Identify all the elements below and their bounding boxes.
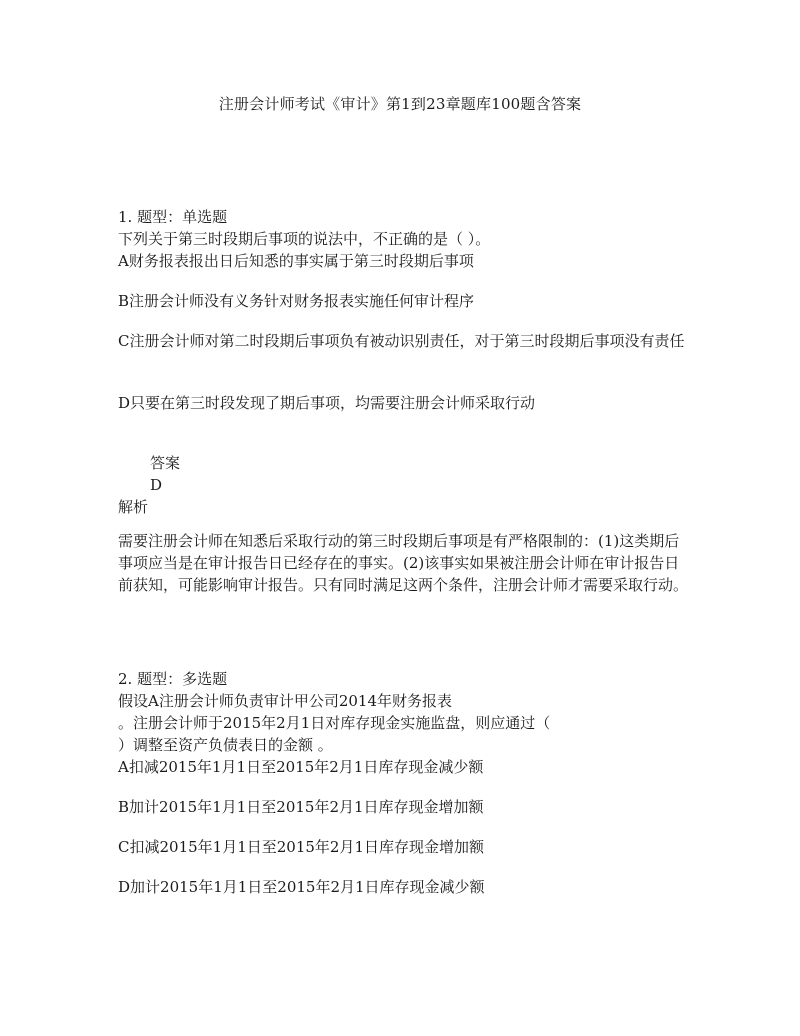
document-title: 注册会计师考试《审计》第1到23章题库100题含答案 — [218, 95, 582, 113]
analysis-label: 解析 — [118, 498, 149, 516]
option-a: A财务报表报出日后知悉的事实属于第三时段期后事项 — [118, 252, 474, 270]
option-b: B加计2015年1月1日至2015年2月1日库存现金增加额 — [118, 798, 484, 816]
option-d: D只要在第三时段发现了期后事项，均需要注册会计师采取行动 — [118, 394, 536, 412]
question-stem-line: ）调整至资产负债表日的金额 。 — [118, 736, 333, 754]
option-d: D加计2015年1月1日至2015年2月1日库存现金减少额 — [118, 878, 485, 896]
option-a: A扣减2015年1月1日至2015年2月1日库存现金减少额 — [118, 758, 484, 776]
question-header: 2. 题型：多选题 — [118, 670, 228, 688]
option-b: B注册会计师没有义务针对财务报表实施任何审计程序 — [118, 292, 475, 310]
option-c: C注册会计师对第二时段期后事项负有被动识别责任，对于第三时段期后事项没有责任 — [118, 332, 685, 350]
question-stem-line: 假设A注册会计师负责审计甲公司2014年财务报表 — [118, 692, 453, 710]
analysis-text: 需要注册会计师在知悉后采取行动的第三时段期后事项是有严格限制的：(1)这类期后事项应当是在审计报告日已经存在的事实。(2)该事实如果被注册会计师在审计报告日前获知，可能影响审计报告。只有同时满足这两个条件，注册会计师才需要采取行动。 — [118, 532, 689, 594]
question-stem-line: 。注册会计师于2015年2月1日对库存现金实施监盘，则应通过（ — [118, 714, 551, 732]
question-header: 1. 题型：单选题 — [118, 208, 228, 226]
option-c: C扣减2015年1月1日至2015年2月1日库存现金增加额 — [118, 838, 485, 856]
answer-value: D — [150, 476, 163, 494]
answer-label: 答案 — [150, 454, 181, 472]
question-stem: 下列关于第三时段期后事项的说法中，不正确的是（ ）。 — [118, 230, 491, 248]
